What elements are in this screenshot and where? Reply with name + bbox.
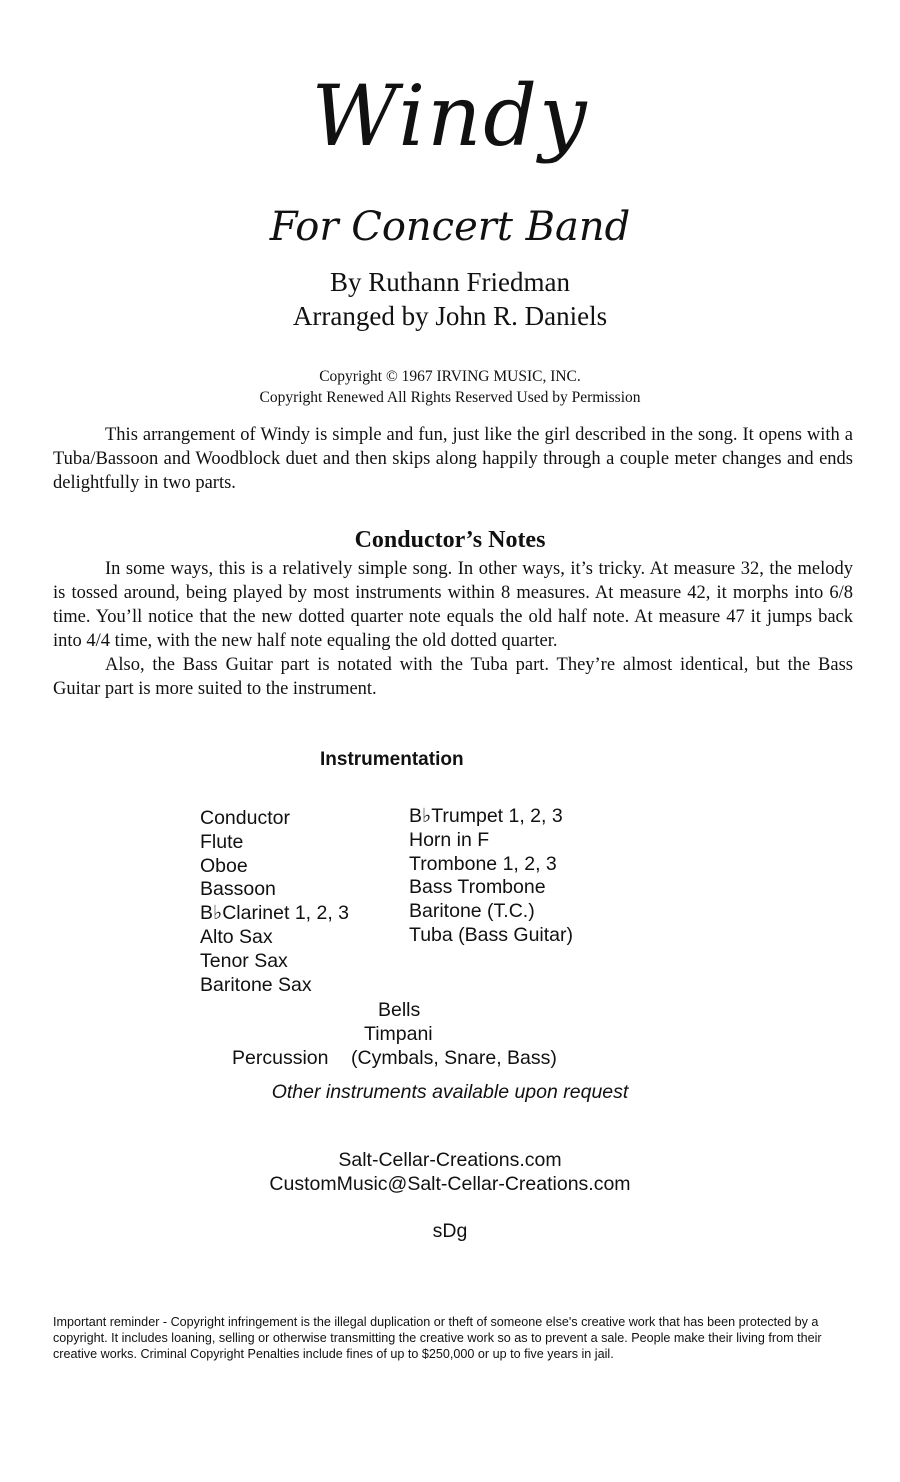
- instrument-item: Alto Sax: [200, 925, 273, 948]
- percussion-detail: (Cymbals, Snare, Bass): [351, 1047, 557, 1069]
- signoff: sDg: [432, 1220, 468, 1242]
- instrument-item: Tenor Sax: [200, 949, 288, 972]
- copyright-line-1: Copyright © 1967 IRVING MUSIC, INC.: [319, 368, 581, 385]
- page-subtitle: For Concert Band: [269, 204, 631, 250]
- copyright-line-2: Copyright Renewed All Rights Reserved Used by Permission: [259, 389, 641, 406]
- intro-section: [53, 423, 853, 495]
- instrumentation-heading: Instrumentation: [320, 749, 464, 770]
- instrument-item: Conductor: [200, 807, 290, 829]
- notes-paragraph-1: In some ways, this is a relatively simple song. In other ways, it’s tricky. At measure 32, the melody is tossed around, being played by most instruments within 8 measures. At measure 42, it morphs into 6/8 time. You’ll notice that the new dotted quarter note equals the old half note. At measure 47 it jumps back into 4/4 time, with the new half note equaling the old dotted quarter.: [53, 559, 853, 651]
- copyright-reminder: Important reminder - Copyright infringement is the illegal duplication or theft of someone else's creative work that has been protected by a copyright. It includes loaning, selling or otherwise transmitting the creative work so as to prevent a sale. People make their living from their creative works. Criminal Copyright Penalties include fines of up to $250,000 or up to five years in jail.: [53, 1315, 822, 1361]
- timpani-item: Timpani: [364, 1023, 433, 1045]
- instrument-list-brass: [409, 805, 573, 948]
- intro-paragraph: This arrangement of Windy is simple and fun, just like the girl described in the song. It opens with a Tuba/Bassoon and Woodblock duet and then skips along happily through a couple meter changes and ends delightfully in two parts.: [53, 425, 853, 493]
- credits: [0, 265, 900, 333]
- instrument-item: Baritone Sax: [200, 973, 312, 996]
- instrument-list-woodwinds: [200, 807, 349, 997]
- instrument-item: Flute: [200, 830, 244, 853]
- instrument-item: Horn in F: [409, 828, 490, 851]
- arranger-credit: Arranged by John R. Daniels: [292, 301, 608, 331]
- instrument-item: Bassoon: [200, 878, 276, 901]
- instrument-item: Bass Trombone: [409, 876, 546, 899]
- website-text: Salt-Cellar-Creations.com: [338, 1149, 562, 1171]
- percussion-label: Percussion: [232, 1047, 329, 1069]
- contact-info: [0, 1148, 900, 1196]
- instrument-item: B♭Trumpet 1, 2, 3: [409, 805, 563, 827]
- email-text: CustomMusic@Salt-Cellar-Creations.com: [269, 1173, 631, 1195]
- composer-credit: By Ruthann Friedman: [330, 267, 570, 297]
- notes-paragraph-2: Also, the Bass Guitar part is notated with the Tuba part. They’re almost identical, but the Bass Guitar part is more suited to the instrument.: [53, 655, 853, 699]
- page-title: Windy: [311, 67, 589, 165]
- instrument-item: Trombone 1, 2, 3: [409, 852, 557, 875]
- bells-item: Bells: [378, 999, 421, 1021]
- instrument-item: B♭Clarinet 1, 2, 3: [200, 902, 350, 925]
- conductor-notes-heading: Conductor’s Notes: [354, 527, 546, 553]
- instrument-item: Tuba (Bass Guitar): [409, 923, 573, 946]
- copyright-notice: [0, 366, 900, 408]
- instrument-item: Oboe: [200, 854, 248, 877]
- conductor-notes: [53, 557, 853, 701]
- other-instruments-note: Other instruments available upon request: [271, 1081, 629, 1103]
- instrument-item: Baritone (T.C.): [409, 900, 535, 923]
